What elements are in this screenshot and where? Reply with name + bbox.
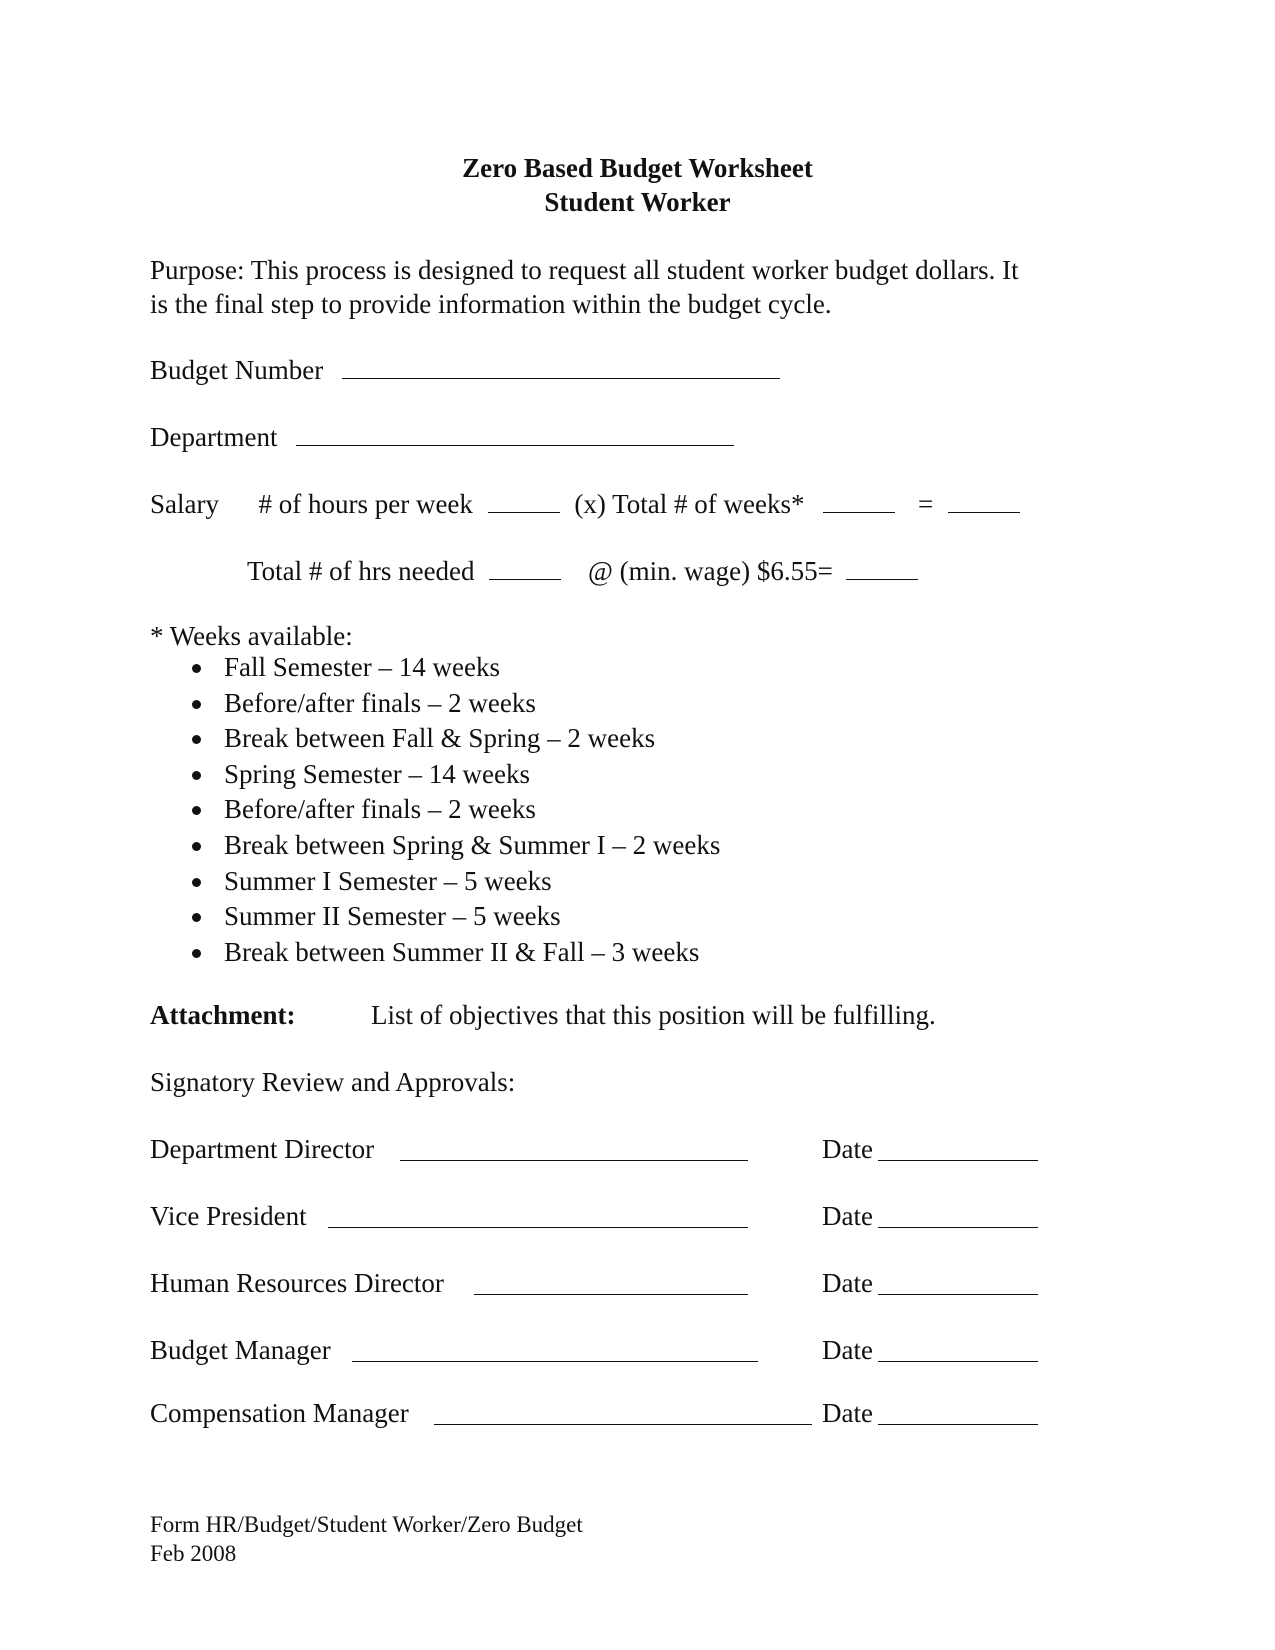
bullet-icon xyxy=(192,949,201,958)
signature-label: Budget Manager xyxy=(150,1335,331,1365)
salary-amount-field[interactable] xyxy=(846,557,918,580)
signature-label: Compensation Manager xyxy=(150,1398,409,1428)
list-item: Summer II Semester – 5 weeks xyxy=(150,899,720,935)
budget-number-field[interactable] xyxy=(342,356,780,379)
purpose-line-2: is the final step to provide information within the budget cycle. xyxy=(150,289,832,319)
total-hours-field[interactable] xyxy=(489,557,561,580)
document-subtitle: Student Worker xyxy=(544,187,731,217)
weekly-total-field[interactable] xyxy=(948,490,1020,513)
weeks-available-list xyxy=(150,650,720,970)
compensation-manager-signature-field[interactable] xyxy=(434,1402,812,1425)
purpose-line-1: Purpose: This process is designed to request all student worker budget dollars. It xyxy=(150,255,1019,285)
list-item: Spring Semester – 14 weeks xyxy=(150,757,720,793)
attachment-text: List of objectives that this position will be fulfilling. xyxy=(371,1000,936,1030)
date-label: Date xyxy=(822,1134,873,1164)
total-weeks-label: (x) Total # of weeks* xyxy=(574,489,805,519)
date-label: Date xyxy=(822,1268,873,1298)
signature-row-budget-manager xyxy=(150,1334,331,1366)
vice-president-signature-field[interactable] xyxy=(328,1205,748,1228)
budget-manager-signature-field[interactable] xyxy=(352,1339,758,1362)
hr-director-date-field[interactable] xyxy=(878,1272,1038,1295)
document-title: Zero Based Budget Worksheet xyxy=(462,153,813,183)
department-director-date-field[interactable] xyxy=(878,1138,1038,1161)
list-item: Summer I Semester – 5 weeks xyxy=(150,864,720,900)
signature-label: Vice President xyxy=(150,1201,307,1231)
bullet-icon xyxy=(192,806,201,815)
list-item: Break between Spring & Summer I – 2 weeks xyxy=(150,828,720,864)
date-label: Date xyxy=(822,1335,873,1365)
signatory-heading: Signatory Review and Approvals: xyxy=(150,1067,516,1097)
compensation-manager-date-field[interactable] xyxy=(878,1402,1038,1425)
total-hours-label: Total # of hrs needed xyxy=(247,556,475,586)
budget-number-row xyxy=(150,354,780,386)
department-field[interactable] xyxy=(296,423,734,446)
signature-row-vice-president xyxy=(150,1200,307,1232)
form-id: Form HR/Budget/Student Worker/Zero Budget xyxy=(150,1512,583,1537)
vice-president-date-field[interactable] xyxy=(878,1205,1038,1228)
bullet-icon xyxy=(192,664,201,673)
signature-row-department-director xyxy=(150,1133,374,1165)
date-label: Date xyxy=(822,1201,873,1231)
bullet-icon xyxy=(192,771,201,780)
list-item: Fall Semester – 14 weeks xyxy=(150,650,720,686)
bullet-icon xyxy=(192,700,201,709)
total-hours-row xyxy=(247,555,918,587)
list-item: Before/after finals – 2 weeks xyxy=(150,792,720,828)
signature-row-hr-director xyxy=(150,1267,444,1299)
list-item: Before/after finals – 2 weeks xyxy=(150,686,720,722)
signature-row-compensation-manager xyxy=(150,1397,409,1429)
bullet-icon xyxy=(192,913,201,922)
department-row xyxy=(150,421,734,453)
bullet-icon xyxy=(192,735,201,744)
salary-label: Salary xyxy=(150,489,219,519)
date-label: Date xyxy=(822,1398,873,1428)
bullet-icon xyxy=(192,878,201,887)
hours-per-week-field[interactable] xyxy=(488,490,560,513)
list-item: Break between Fall & Spring – 2 weeks xyxy=(150,721,720,757)
attachment-label: Attachment: xyxy=(150,1000,296,1030)
form-date: Feb 2008 xyxy=(150,1541,237,1566)
list-item: Break between Summer II & Fall – 3 weeks xyxy=(150,935,720,971)
budget-manager-date-field[interactable] xyxy=(878,1339,1038,1362)
weeks-available-heading: * Weeks available: xyxy=(150,621,353,651)
hr-director-signature-field[interactable] xyxy=(474,1272,748,1295)
department-label: Department xyxy=(150,422,278,452)
total-weeks-field[interactable] xyxy=(823,490,895,513)
min-wage-label: @ (min. wage) $6.55= xyxy=(588,556,833,586)
equals-sign: = xyxy=(917,489,934,519)
signature-label: Department Director xyxy=(150,1134,375,1164)
signature-label: Human Resources Director xyxy=(150,1268,444,1298)
hours-per-week-label: # of hours per week xyxy=(258,489,473,519)
bullet-icon xyxy=(192,842,201,851)
department-director-signature-field[interactable] xyxy=(400,1138,748,1161)
salary-row xyxy=(150,488,1020,520)
budget-number-label: Budget Number xyxy=(150,355,324,385)
